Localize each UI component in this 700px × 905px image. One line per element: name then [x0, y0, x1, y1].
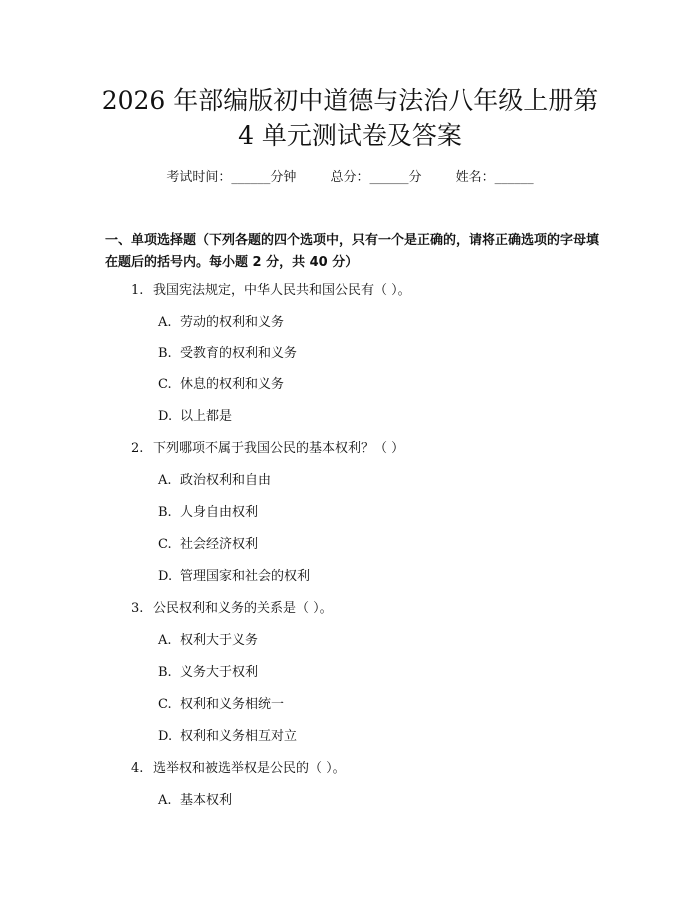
option-text: 政治权利和自由	[180, 473, 272, 488]
section-heading: 一、单项选择题（下列各题的四个选项中，只有一个是正确的，请将正确选项的字母填在题后的括号内。每小题 2 分，共 40 分）	[105, 233, 600, 270]
question-number: 1.	[131, 283, 144, 298]
option-1-c	[158, 375, 284, 395]
option-2-c	[158, 535, 258, 555]
option-text: 人身自由权利	[180, 505, 259, 520]
option-text: 权利大于义务	[180, 633, 259, 648]
option-letter: B.	[158, 505, 172, 520]
student-name-field: 姓名：______	[455, 170, 534, 185]
question-text: 我国宪法规定，中华人民共和国公民有（ ）。	[153, 283, 411, 298]
option-2-b	[158, 503, 258, 523]
option-letter: A.	[158, 793, 172, 808]
option-2-d	[158, 567, 310, 587]
option-1-a	[158, 313, 284, 333]
option-4-a	[158, 791, 232, 811]
option-letter: A.	[158, 315, 172, 330]
question-number: 3.	[131, 601, 144, 616]
option-text: 受教育的权利和义务	[180, 346, 298, 361]
option-letter: D.	[158, 409, 173, 424]
option-2-a	[158, 471, 271, 491]
option-text: 社会经济权利	[180, 537, 259, 552]
exam-info	[0, 168, 700, 188]
option-1-d	[158, 407, 232, 427]
page-title-line-1: 2026 年部编版初中道德与法治八年级上册第	[101, 86, 599, 115]
option-text: 义务大于权利	[180, 665, 259, 680]
option-letter: C.	[158, 537, 172, 552]
question-number: 2.	[131, 441, 144, 456]
option-letter: C.	[158, 697, 172, 712]
option-1-b	[158, 344, 297, 364]
option-3-a	[158, 631, 258, 651]
option-letter: C.	[158, 377, 172, 392]
option-text: 休息的权利和义务	[180, 377, 285, 392]
page-title-line-2: 4 单元测试卷及答案	[238, 121, 462, 150]
option-text: 权利和义务相统一	[180, 697, 285, 712]
question-text: 选举权和被选举权是公民的（ ）。	[153, 761, 346, 776]
question-3	[131, 599, 333, 619]
question-text: 下列哪项不属于我国公民的基本权利？（ ）	[153, 441, 405, 456]
option-letter: D.	[158, 729, 173, 744]
option-3-b	[158, 663, 258, 683]
option-text: 以上都是	[180, 409, 233, 424]
option-text: 管理国家和社会的权利	[180, 569, 311, 584]
option-letter: A.	[158, 473, 172, 488]
option-letter: D.	[158, 569, 173, 584]
question-number: 4.	[131, 761, 144, 776]
option-3-c	[158, 695, 284, 715]
question-text: 公民权利和义务的关系是（ ）。	[153, 601, 333, 616]
option-3-d	[158, 727, 297, 747]
option-letter: A.	[158, 633, 172, 648]
question-1	[131, 281, 411, 301]
question-4	[131, 759, 346, 779]
option-letter: B.	[158, 346, 172, 361]
option-text: 劳动的权利和义务	[180, 315, 285, 330]
question-2	[131, 439, 404, 459]
option-text: 权利和义务相互对立	[180, 729, 298, 744]
option-letter: B.	[158, 665, 172, 680]
option-text: 基本权利	[180, 793, 233, 808]
total-score-field: 总分：______分	[330, 170, 422, 185]
exam-time-field: 考试时间：______分钟	[166, 170, 297, 185]
